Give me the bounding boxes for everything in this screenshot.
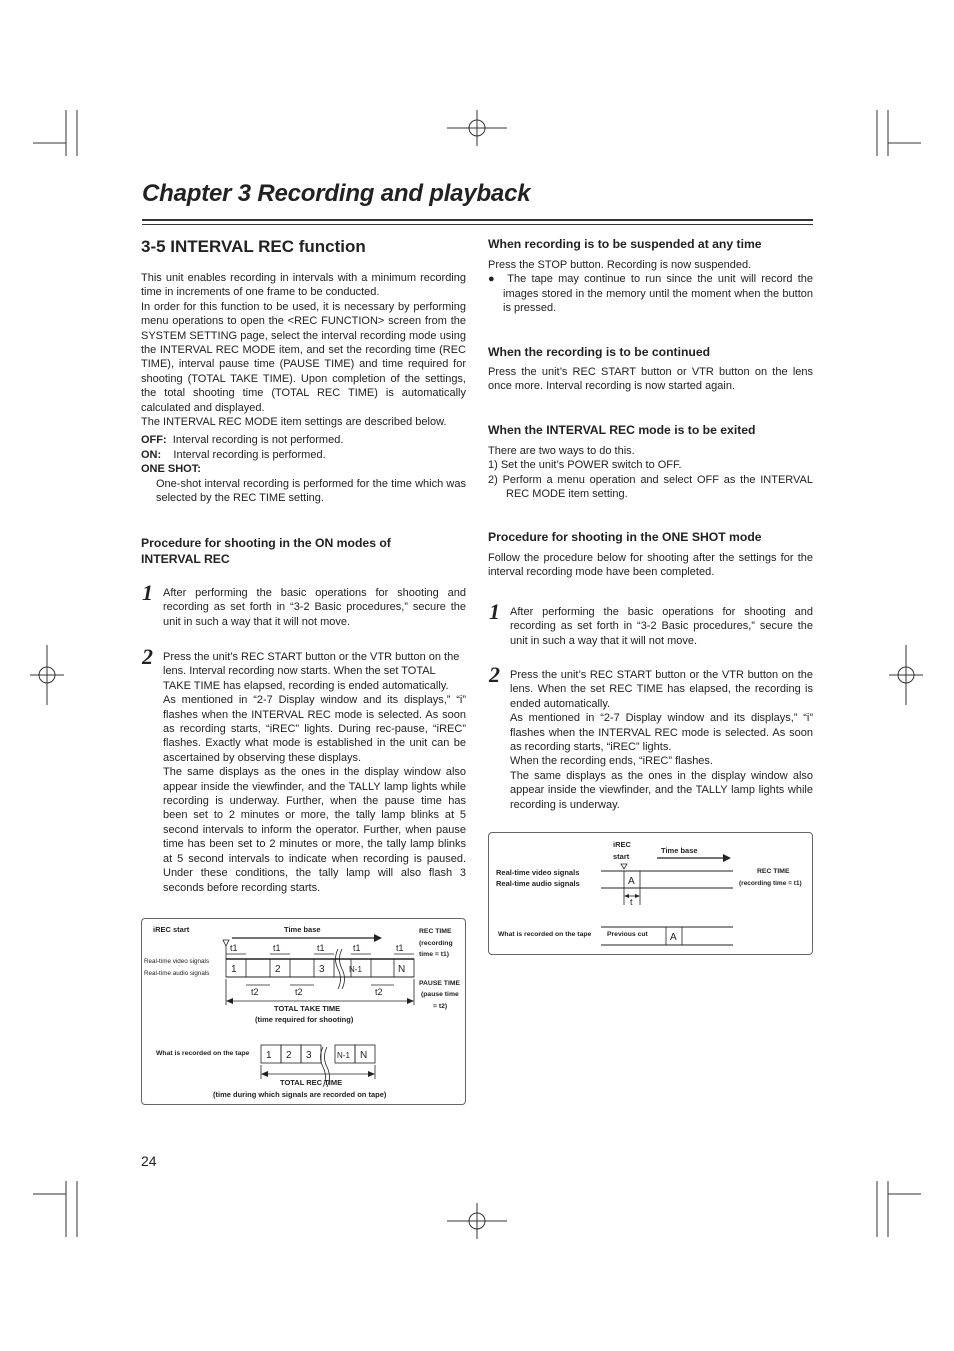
svg-text:A: A [670,932,677,943]
tape-label: What is recorded on the tape [498,931,592,938]
svg-text:N-1: N-1 [349,965,362,974]
section-title: 3-5 INTERVAL REC function [141,237,366,256]
bullet-icon: ● [488,273,508,286]
svg-text:REC TIME: REC TIME [419,928,452,935]
mode-oneshot-label: ONE SHOT: [141,463,201,476]
svg-text:Real-time audio signals: Real-time audio signals [144,970,210,977]
svg-text:3: 3 [319,964,325,975]
svg-text:time = t1): time = t1) [419,951,450,958]
total-take-label: TOTAL TAKE TIME [274,1004,341,1013]
svg-text:A: A [628,876,635,887]
svg-text:Real-time video signals: Real-time video signals [144,958,210,965]
step-number: 2 [489,662,500,687]
total-take-sub: (time required for shooting) [255,1015,354,1024]
exit-text [488,444,813,502]
svg-text:t1: t1 [353,943,361,953]
svg-text:t1: t1 [230,943,238,953]
svg-text:t2: t2 [375,987,383,997]
intro-paragraph: In order for this function to be used, it is necessary by performing menu operations to open the <REC FUNCTION> screen from the SYSTEM SETTING page, select the interval recording mode using the INTERVAL REC MODE item, and set the recording time (REC TIME), interval pause time (PAUSE TIME) and time required for shooting (TOTAL TAKE TIME). Upon completion of the settings, the total shooting time (TOTAL REC TIME) is automatically calculated and displayed. [141,300,466,414]
irec-start-label: iREC start [153,925,190,934]
oneshot-heading: Procedure for shooting in the ONE SHOT mode [488,530,762,544]
svg-text:t1: t1 [273,943,281,953]
time-base-label: Time base [284,925,321,934]
step-paragraph: The same displays as the ones in the display window also appear inside the viewfinder, and the TALLY lamp lights while recording is underway. Further, when the pause time has been set to 2 minutes or more, the tally lamp blinks at 5 second intervals to inform the operator. Further, when pause time has been set to 2 minutes or more, the tally lamp blinks at 5 second intervals to indicate when recording is paused. Under these conditions, the tally lamp will also flash 3 seconds before recording starts. [163,766,466,894]
svg-text:Real-time video signals: Real-time video signals [496,868,580,877]
svg-text:2: 2 [286,1050,292,1061]
mode-off: OFF: Interval recording is not performed. [141,434,344,447]
svg-text:t1: t1 [396,943,404,953]
page-number: 24 [141,1153,157,1169]
svg-text:N-1: N-1 [337,1051,350,1060]
interval-timing-diagram [142,919,465,1104]
intro-paragraph: The INTERVAL REC MODE item settings are described below. [141,416,447,429]
mode-on: ON: Interval recording is performed. [141,448,326,461]
previous-cut-label: Previous cut [607,931,648,938]
step-paragraph: The same displays as the ones in the display window also appear inside the viewfinder, and the TALLY lamp lights while recording is underway. [510,769,813,811]
total-rec-label: TOTAL REC TIME [280,1078,343,1087]
chapter-title: Chapter 3 Recording and playback [142,180,531,207]
svg-text:1: 1 [231,964,237,975]
svg-text:3: 3 [306,1050,312,1061]
chapter-rule [142,219,813,221]
step-text: After performing the basic operations for shooting and recording as set forth in “3-2 Basic procedures,” secure the unit in such a way that it will not move. [510,606,813,647]
svg-text:t2: t2 [295,987,303,997]
svg-text:2: 2 [275,964,281,975]
one-shot-timing-diagram [489,833,812,954]
step-number: 1 [142,580,153,605]
continued-text: Press the unit’s REC START button or VTR button on the lens once more. Interval recording is now started again. [488,366,813,393]
tape-label: What is recorded on the tape [156,1050,250,1057]
paragraph: Press the STOP button. Recording is now suspended. [488,259,752,271]
svg-text:t2: t2 [251,987,259,997]
suspend-text [488,258,813,316]
oneshot-intro: Follow the procedure below for shooting after the settings for the interval recording mode have been completed. [488,552,813,579]
svg-text:REC TIME: REC TIME [757,868,790,875]
total-rec-sub: (time during which signals are recorded on tape) [213,1090,387,1099]
svg-text:N: N [360,1050,368,1061]
step-text [510,668,813,812]
svg-text:N: N [398,964,406,975]
svg-text:PAUSE TIME: PAUSE TIME [419,980,461,987]
svg-text:iREC: iREC [613,840,631,849]
intro-text [141,271,466,506]
step-paragraph: When the recording ends, “iREC” flashes. [510,755,713,768]
svg-text:start: start [613,852,630,861]
continued-heading: When the recording is to be continued [488,345,711,359]
list-item: 2) Perform a menu operation and select OFF as the INTERVAL REC MODE item setting. [488,473,813,501]
list-item: 1) Set the unit’s POWER switch to OFF. [488,459,682,472]
step-number: 1 [489,599,500,624]
step-text [163,650,466,895]
diagram-one-shot [488,832,813,955]
svg-text:t: t [630,897,633,907]
step-paragraph: Press the unit’s REC START button or the VTR button on the lens. Interval recording now starts. When the set TOTAL TAKE TIME has elapsed, recording is ended automatically. [163,651,460,692]
step-paragraph: As mentioned in “2-7 Display window and its displays,” “i” flashes when the INTERVAL REC mode is selected. As soon as recording starts, “iREC” lights. During rec-pause, “iREC” flashes. Exactly what mode is established in the unit can be ascertained by observing these displays. [163,694,466,764]
svg-text:= t2): = t2) [433,1003,448,1010]
svg-text:(recording: (recording [419,940,453,947]
step-paragraph: As mentioned in “2-7 Display window and its displays,” “i” flashes when the INTERVAL REC mode is selected. As soon as recording starts, “iREC” lights. [510,712,813,754]
time-base-label: Time base [661,846,698,855]
chapter-rule-thin [142,224,813,225]
step-number: 2 [142,644,153,669]
svg-text:(pause time: (pause time [421,991,459,998]
diagram-interval-rec [141,918,466,1105]
intro-paragraph: This unit enables recording in intervals with a minimum recording time in increments of one frame to be conducted. [141,272,466,299]
svg-text:1: 1 [266,1050,272,1061]
proc-on-heading: Procedure for shooting in the ON modes of INTERVAL REC [141,536,391,566]
mode-oneshot-text: One-shot interval recording is performed for the time which was selected by the REC TIME setting. [156,477,466,505]
svg-text:(recording time = t1): (recording time = t1) [739,880,802,887]
step-text: After performing the basic operations for shooting and recording as set forth in “3-2 Basic procedures,” secure the unit in such a way that it will not move. [163,587,466,628]
paragraph: There are two ways to do this. [488,445,635,457]
svg-text:t1: t1 [317,943,325,953]
step-paragraph: Press the unit’s REC START button or the VTR button on the lens. When the set REC TIME has elapsed, the recording is ended automatically. [510,669,813,710]
suspend-heading: When recording is to be suspended at any time [488,237,762,251]
svg-text:Real-time audio signals: Real-time audio signals [496,879,580,888]
exit-heading: When the INTERVAL REC mode is to be exited [488,423,756,437]
bullet-item: ● The tape may continue to run since the unit will record the images stored in the memory until the moment when the button is pressed. [488,273,813,315]
